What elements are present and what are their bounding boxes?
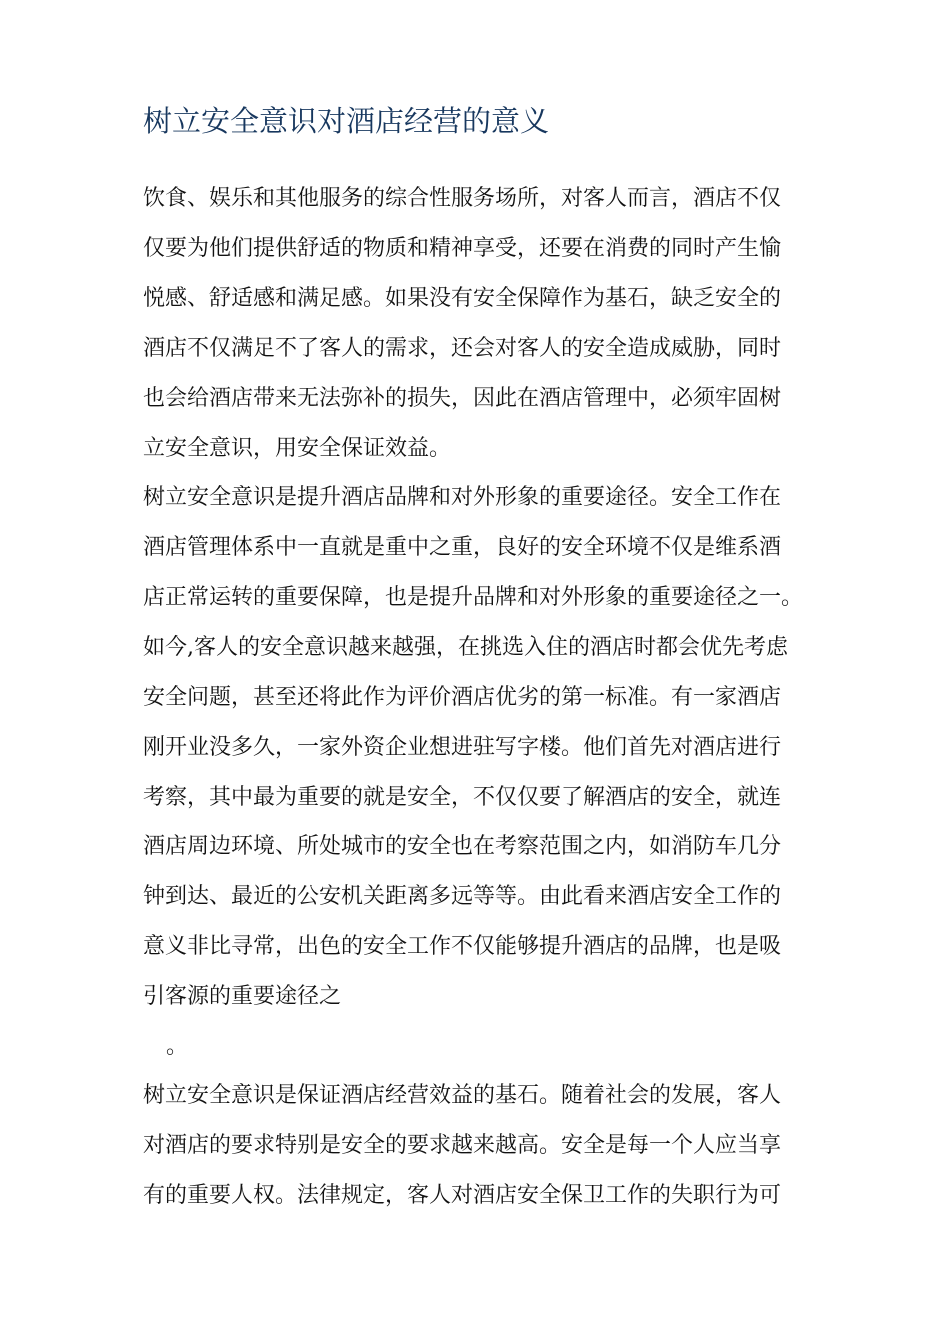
body-line: 店正常运转的重要保障，也是提升品牌和对外形象的重要途径之一。	[143, 585, 804, 610]
body-line: 树立安全意识是保证酒店经营效益的基石。随着社会的发展，客人	[143, 1083, 782, 1108]
body-line: 仅要为他们提供舒适的物质和精神享受，还要在消费的同时产生愉	[143, 236, 782, 261]
body-line: 酒店管理体系中一直就是重中之重，良好的安全环境不仅是维系酒	[143, 535, 782, 560]
body-line: 钟到达、最近的公安机关距离多远等等。由此看来酒店安全工作的	[143, 884, 782, 909]
body-line: 刚开业没多久，一家外资企业想进驻写字楼。他们首先对酒店进行	[143, 735, 782, 760]
body-line: 安全问题，甚至还将此作为评价酒店优劣的第一标准。有一家酒店	[143, 685, 782, 710]
body-line: 考察，其中最为重要的就是安全，不仅仅要了解酒店的安全，就连	[143, 785, 782, 810]
body-line: 也会给酒店带来无法弥补的损失，因此在酒店管理中，必须牢固树	[143, 386, 782, 411]
body-line: 有的重要人权。法律规定，客人对酒店安全保卫工作的失职行为可	[143, 1183, 782, 1208]
body-line: 立安全意识，用安全保证效益。	[143, 436, 452, 461]
body-line: 酒店周边环境、所处城市的安全也在考察范围之内，如消防车几分	[143, 834, 782, 859]
body-line: 意义非比寻常，出色的安全工作不仅能够提升酒店的品牌，也是吸	[143, 934, 782, 959]
body-line: 引客源的重要途径之	[143, 984, 342, 1009]
body-line: 悦感、舒适感和满足感。如果没有安全保障作为基石，缺乏安全的	[143, 286, 782, 311]
body-line: 饮食、娱乐和其他服务的综合性服务场所，对客人而言，酒店不仅	[143, 186, 782, 211]
body-line: 对酒店的要求特别是安全的要求越来越高。安全是每一个人应当享	[143, 1133, 782, 1158]
document-title: 树立安全意识对酒店经营的意义	[143, 104, 550, 138]
body-line: 。	[166, 1034, 189, 1059]
body-line: 树立安全意识是提升酒店品牌和对外形象的重要途径。安全工作在	[143, 485, 782, 510]
body-line: 酒店不仅满足不了客人的需求，还会对客人的安全造成威胁，同时	[143, 336, 782, 361]
body-line: 如今,客人的安全意识越来越强，在挑选入住的酒店时都会优先考虑	[143, 635, 788, 660]
